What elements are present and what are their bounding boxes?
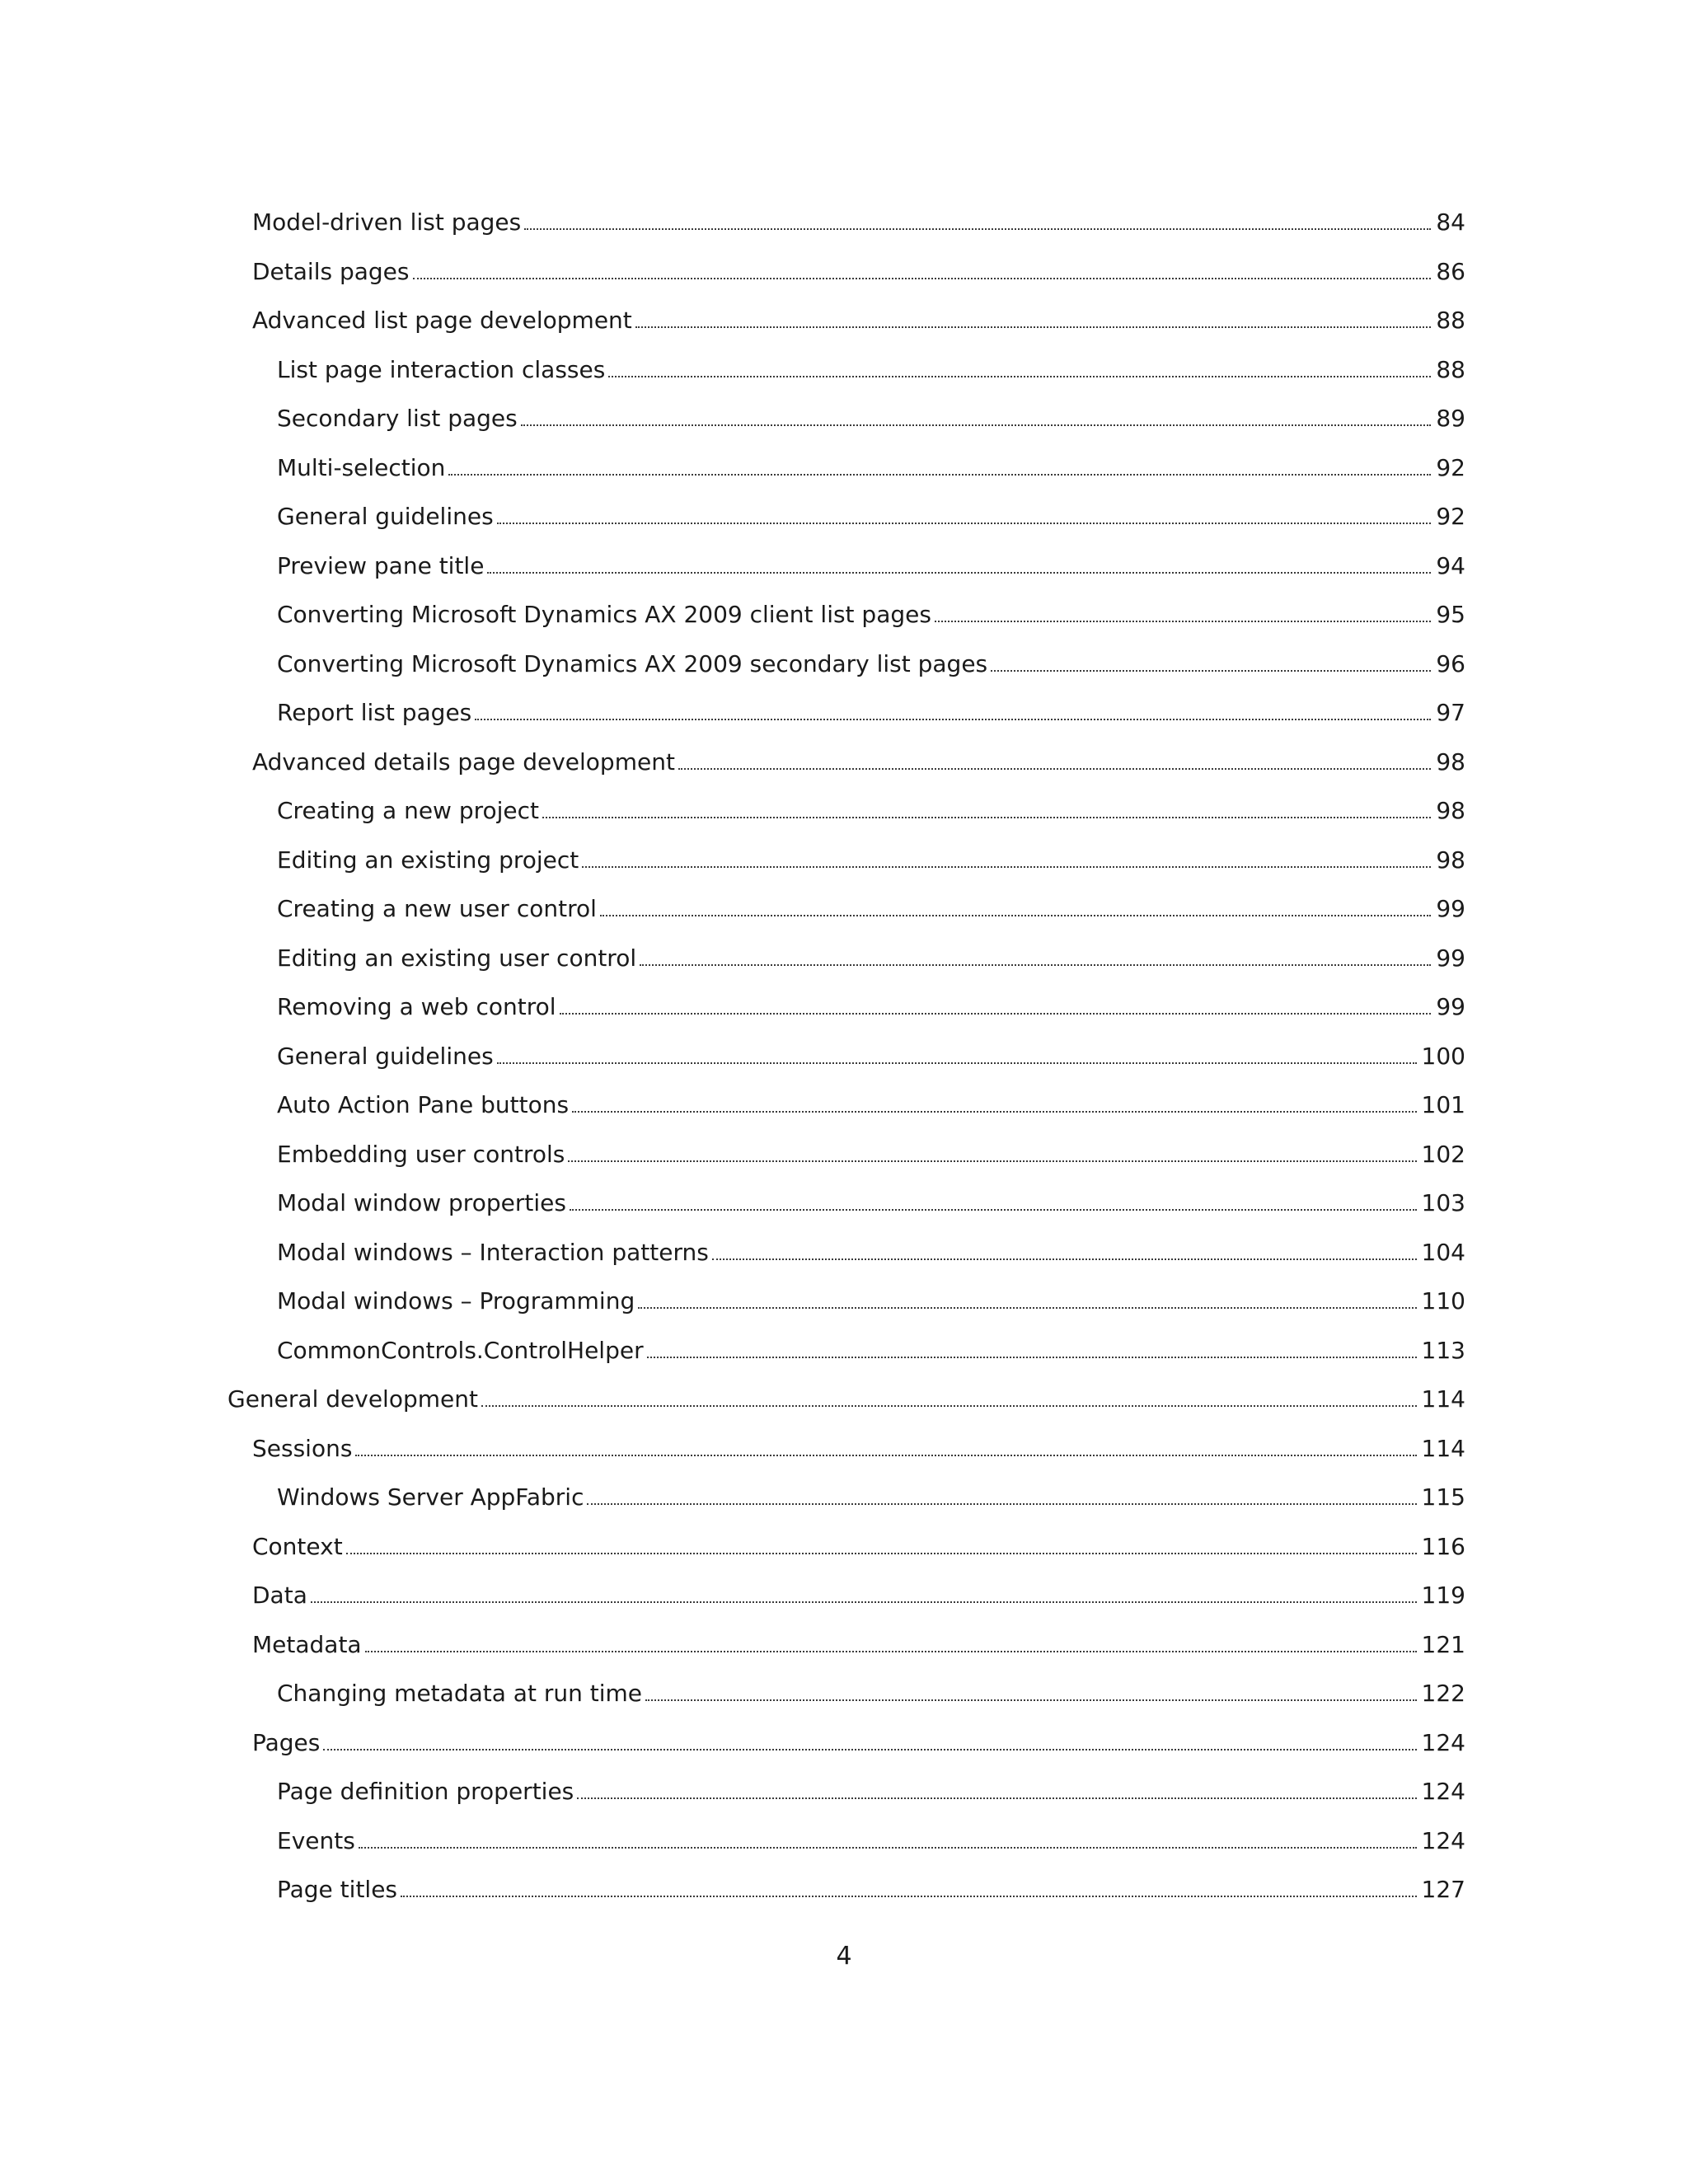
toc-entry-title: Modal windows – Interaction patterns [277,1238,709,1266]
toc-entry-title: Changing metadata at run time [277,1680,642,1707]
toc-entry-title: Converting Microsoft Dynamics AX 2009 client list pages [277,601,931,628]
toc-entry-page-number: 84 [1436,209,1465,236]
toc-dot-leader [487,571,1431,574]
toc-entry[interactable] [227,1825,1465,1874]
toc-entry-title: Events [277,1826,355,1854]
toc-entry-page-number: 124 [1421,1728,1465,1756]
toc-entry-page-number: 121 [1421,1630,1465,1658]
toc-entry-title: General development [227,1385,478,1413]
toc-dot-leader [570,1208,1417,1211]
toc-entry-page-number: 98 [1436,748,1465,776]
toc-entry-page-number: 119 [1421,1582,1465,1609]
toc-dot-leader [635,326,1432,328]
toc-entry[interactable] [227,893,1465,942]
toc-entry[interactable] [227,1677,1465,1727]
toc-entry[interactable] [227,1285,1465,1334]
toc-entry-title: Embedding user controls [277,1140,565,1168]
page-number: 4 [836,1942,852,1971]
toc-dot-leader [587,1502,1416,1505]
toc-entry-page-number: 98 [1436,797,1465,824]
toc-entry-page-number: 92 [1436,503,1465,530]
toc-entry[interactable] [227,402,1465,452]
toc-entry[interactable] [227,1481,1465,1530]
toc-entry-title: Secondary list pages [277,405,518,432]
toc-entry-page-number: 86 [1436,257,1465,285]
toc-entry-page-number: 113 [1421,1336,1465,1364]
toc-entry-page-number: 110 [1421,1287,1465,1315]
toc-entry-page-number: 103 [1421,1189,1465,1216]
toc-entry-title: Creating a new user control [277,895,597,922]
toc-entry[interactable] [227,500,1465,550]
toc-entry[interactable] [227,304,1465,354]
toc-entry[interactable] [227,1530,1465,1580]
toc-dot-leader [521,424,1432,426]
table-of-contents [227,206,1465,1923]
toc-entry[interactable] [227,598,1465,648]
toc-dot-leader [481,1404,1417,1407]
toc-dot-leader [712,1258,1417,1260]
toc-entry[interactable] [227,1089,1465,1138]
toc-entry-title: Report list pages [277,699,472,726]
toc-entry-page-number: 99 [1436,944,1465,972]
toc-entry-page-number: 99 [1436,993,1465,1020]
toc-entry[interactable] [227,1579,1465,1629]
toc-entry-title: Creating a new project [277,797,540,824]
toc-dot-leader [572,1110,1416,1113]
toc-entry-page-number: 88 [1436,355,1465,383]
toc-entry[interactable] [227,354,1465,403]
toc-entry[interactable] [227,206,1465,255]
toc-entry-title: Details pages [252,257,410,285]
toc-entry[interactable] [227,1383,1465,1432]
toc-entry-page-number: 96 [1436,649,1465,677]
toc-entry-page-number: 88 [1436,307,1465,334]
toc-entry-page-number: 124 [1421,1826,1465,1854]
toc-entry[interactable] [227,648,1465,697]
toc-entry-title: General guidelines [277,503,494,530]
toc-dot-leader [497,1062,1417,1064]
toc-entry[interactable] [227,1873,1465,1923]
toc-entry-title: Page definition properties [277,1778,574,1805]
toc-dot-leader [582,865,1431,868]
toc-entry[interactable] [227,255,1465,305]
toc-dot-leader [311,1601,1417,1603]
toc-entry-title: Sessions [252,1434,353,1462]
toc-entry-title: Model-driven list pages [252,209,522,236]
toc-entry[interactable] [227,1040,1465,1090]
toc-entry-title: Context [252,1532,343,1560]
toc-entry[interactable] [227,942,1465,991]
toc-entry-title: Data [252,1582,307,1609]
toc-entry-page-number: 127 [1421,1876,1465,1903]
toc-entry-title: Pages [252,1728,321,1756]
toc-entry-page-number: 94 [1436,551,1465,579]
toc-entry-page-number: 102 [1421,1140,1465,1168]
toc-dot-leader [568,1160,1416,1162]
toc-dot-leader [524,227,1431,230]
toc-entry-page-number: 116 [1421,1532,1465,1560]
toc-entry-page-number: 98 [1436,846,1465,874]
toc-entry-title: Editing an existing user control [277,944,637,972]
toc-entry-title: Advanced details page development [252,748,675,776]
toc-entry-title: Auto Action Pane buttons [277,1091,570,1118]
toc-entry-page-number: 100 [1421,1042,1465,1070]
toc-dot-leader [647,1356,1417,1358]
toc-entry-title: Preview pane title [277,551,485,579]
toc-entry-title: Removing a web control [277,993,556,1020]
toc-dot-leader [365,1650,1417,1652]
toc-entry-title: CommonControls.ControlHelper [277,1336,644,1364]
toc-entry-title: General guidelines [277,1042,494,1070]
toc-dot-leader [600,914,1431,916]
toc-dot-leader [542,816,1431,818]
toc-dot-leader [560,1012,1432,1015]
toc-entry[interactable] [227,550,1465,599]
toc-dot-leader [448,473,1431,476]
toc-dot-leader [991,669,1431,672]
toc-dot-leader [346,1552,1417,1554]
toc-entry[interactable] [227,452,1465,501]
toc-entry-page-number: 114 [1421,1385,1465,1413]
toc-entry-title: Modal windows – Programming [277,1287,635,1315]
toc-entry-page-number: 114 [1421,1434,1465,1462]
toc-entry-title: Advanced list page development [252,307,632,334]
toc-dot-leader [638,1306,1416,1309]
toc-dot-leader [401,1895,1417,1897]
toc-entry-page-number: 89 [1436,405,1465,432]
toc-entry[interactable] [227,1236,1465,1286]
toc-dot-leader [640,963,1431,966]
toc-entry-title: Converting Microsoft Dynamics AX 2009 secondary list pages [277,649,988,677]
toc-entry[interactable] [227,1727,1465,1776]
toc-dot-leader [497,522,1432,524]
toc-entry[interactable] [227,844,1465,893]
toc-entry-page-number: 115 [1421,1483,1465,1511]
toc-entry-page-number: 122 [1421,1680,1465,1707]
toc-dot-leader [323,1748,1416,1750]
toc-entry[interactable] [227,991,1465,1040]
toc-dot-leader [645,1699,1417,1701]
toc-entry-page-number: 101 [1421,1091,1465,1118]
toc-entry-title: Page titles [277,1876,398,1903]
toc-entry-title: Metadata [252,1630,362,1658]
toc-dot-leader [355,1454,1416,1456]
toc-dot-leader [678,767,1431,770]
toc-entry-page-number: 99 [1436,895,1465,922]
toc-entry-title: Windows Server AppFabric [277,1483,584,1511]
toc-entry-title: Modal window properties [277,1189,566,1216]
toc-entry[interactable] [227,1775,1465,1825]
toc-entry-page-number: 95 [1436,601,1465,628]
toc-entry-title: Editing an existing project [277,846,579,874]
toc-dot-leader [935,620,1431,622]
toc-entry-page-number: 92 [1436,453,1465,481]
toc-entry-page-number: 124 [1421,1778,1465,1805]
toc-entry[interactable] [227,1334,1465,1384]
toc-entry[interactable] [227,696,1465,746]
toc-dot-leader [475,718,1431,720]
toc-entry-page-number: 104 [1421,1238,1465,1266]
toc-entry-page-number: 97 [1436,699,1465,726]
toc-entry[interactable] [227,1432,1465,1482]
toc-entry-title: Multi-selection [277,453,446,481]
toc-entry[interactable] [227,1629,1465,1678]
toc-entry[interactable] [227,746,1465,795]
toc-entry[interactable] [227,1187,1465,1236]
toc-dot-leader [413,277,1432,279]
toc-dot-leader [608,375,1431,377]
toc-entry[interactable] [227,794,1465,844]
toc-entry-title: List page interaction classes [277,355,606,383]
toc-dot-leader [359,1846,1417,1849]
toc-dot-leader [577,1797,1416,1799]
toc-entry[interactable] [227,1138,1465,1188]
